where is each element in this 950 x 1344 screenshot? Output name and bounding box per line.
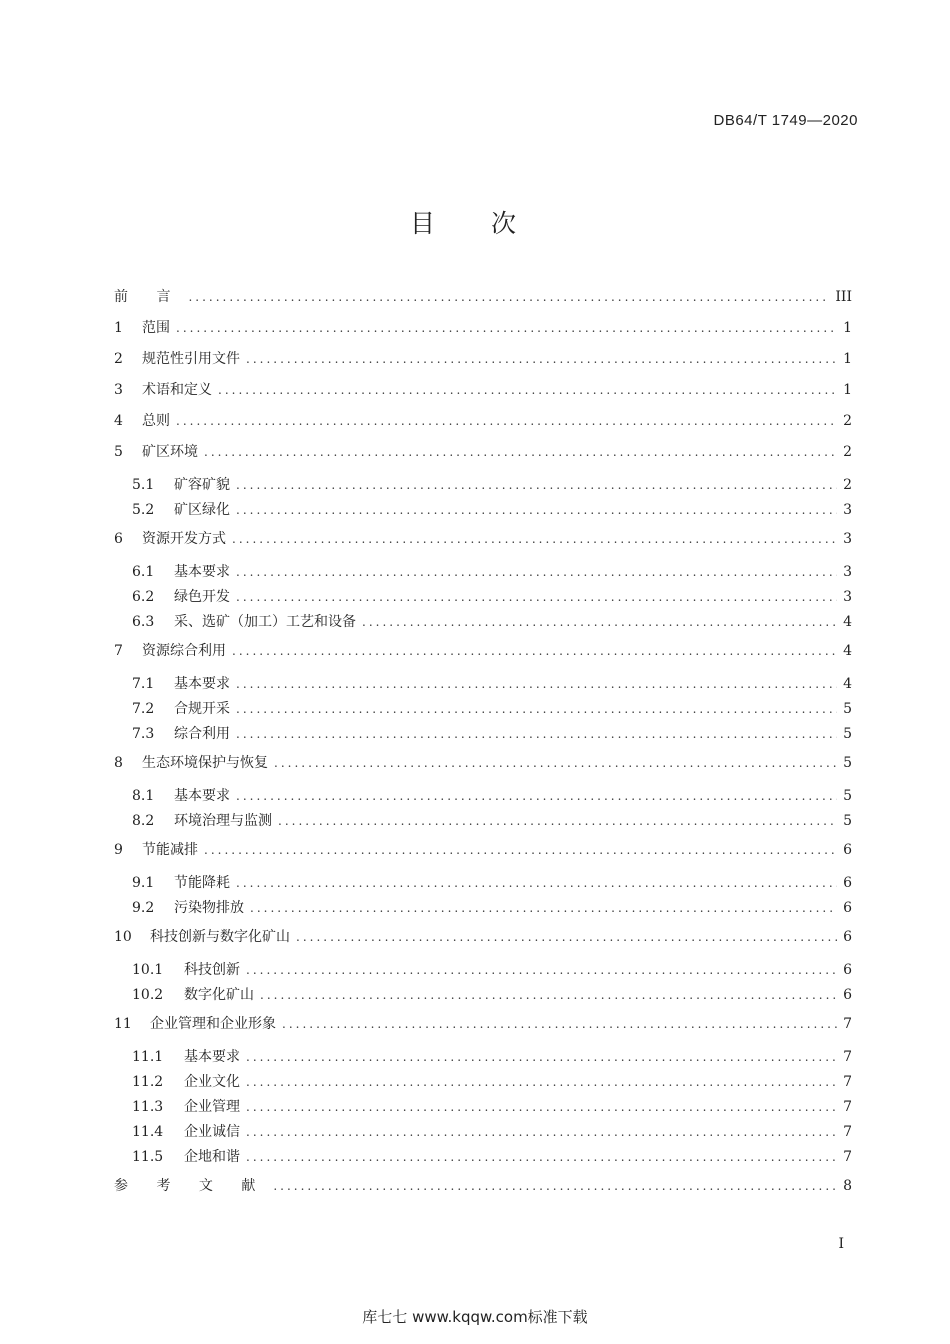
toc-page-number: 5 <box>843 813 852 829</box>
toc-entry[interactable] <box>114 750 852 781</box>
toc-subentry[interactable] <box>114 501 852 526</box>
toc-page-number: 5 <box>843 726 852 742</box>
toc-leader-dots <box>260 986 837 1004</box>
toc-leader-dots <box>282 1015 837 1033</box>
toc-label: 矿区环境 <box>142 444 198 460</box>
toc-number: 5.2 <box>132 502 155 518</box>
toc-number: 5 <box>114 444 123 460</box>
toc-leader-dots <box>236 501 837 519</box>
toc-page-number: 6 <box>843 929 852 945</box>
toc-entry[interactable] <box>114 638 852 669</box>
toc-page-number: 3 <box>843 564 852 580</box>
toc-label: 绿色开发 <box>174 589 230 605</box>
toc-number: 8.2 <box>132 813 155 829</box>
toc-page-number: 1 <box>843 320 852 336</box>
toc-leader-dots <box>246 1073 837 1091</box>
toc-number: 10.2 <box>132 987 164 1003</box>
toc-label: 采、选矿（加工）工艺和设备 <box>174 614 356 630</box>
toc-number: 10 <box>114 929 132 945</box>
toc-label: 企业文化 <box>184 1074 240 1090</box>
toc-label: 综合利用 <box>174 726 230 742</box>
toc-number: 7.1 <box>132 676 155 692</box>
toc-label: 基本要求 <box>174 788 230 804</box>
toc-label: 企业管理和企业形象 <box>150 1016 276 1032</box>
table-of-contents <box>114 284 852 1204</box>
toc-page-number: 1 <box>843 382 852 398</box>
toc-label: 资源开发方式 <box>142 531 226 547</box>
toc-page-number: 6 <box>843 962 852 978</box>
toc-leader-dots <box>188 288 829 306</box>
toc-subentry[interactable] <box>114 700 852 725</box>
toc-label: 企地和谐 <box>184 1149 240 1165</box>
toc-entry[interactable] <box>114 315 852 346</box>
toc-subentry[interactable] <box>114 476 852 501</box>
toc-entry[interactable] <box>114 439 852 470</box>
toc-number: 3 <box>114 382 123 398</box>
toc-subentry[interactable] <box>114 1148 852 1173</box>
toc-number: 9.1 <box>132 875 155 891</box>
toc-subentry[interactable] <box>114 787 852 812</box>
toc-subentry[interactable] <box>114 675 852 700</box>
toc-label: 资源综合利用 <box>142 643 226 659</box>
toc-leader-dots <box>250 899 837 917</box>
toc-label: 节能降耗 <box>174 875 230 891</box>
toc-number: 4 <box>114 413 123 429</box>
toc-subentry[interactable] <box>114 725 852 750</box>
toc-leader-dots <box>362 613 837 631</box>
toc-label: 数字化矿山 <box>184 987 254 1003</box>
toc-leader-dots <box>218 381 837 399</box>
toc-page-number: 5 <box>843 701 852 717</box>
toc-page-number: 7 <box>843 1016 852 1032</box>
toc-label: 前 言 <box>114 289 183 305</box>
toc-subentry[interactable] <box>114 812 852 837</box>
toc-page-number: 6 <box>843 987 852 1003</box>
toc-entry[interactable] <box>114 837 852 868</box>
toc-page-number: 1 <box>843 351 852 367</box>
toc-subentry[interactable] <box>114 1098 852 1123</box>
toc-number: 11 <box>114 1016 132 1032</box>
toc-leader-dots <box>236 476 837 494</box>
toc-entry[interactable] <box>114 408 852 439</box>
toc-number: 7.2 <box>132 701 155 717</box>
toc-page-number: 3 <box>843 531 852 547</box>
document-code: DB64/T 1749—2020 <box>713 112 858 129</box>
toc-page-number: 7 <box>843 1149 852 1165</box>
toc-subentry[interactable] <box>114 961 852 986</box>
toc-page-number: 6 <box>843 875 852 891</box>
toc-leader-dots <box>246 1098 837 1116</box>
toc-label: 环境治理与监测 <box>174 813 272 829</box>
toc-leader-dots <box>246 961 837 979</box>
toc-number: 1 <box>114 320 123 336</box>
toc-label: 合规开采 <box>174 701 230 717</box>
toc-page-number: 5 <box>843 788 852 804</box>
toc-number: 9 <box>114 842 123 858</box>
toc-number: 2 <box>114 351 123 367</box>
toc-leader-dots <box>246 1148 837 1166</box>
toc-entry[interactable] <box>114 377 852 408</box>
toc-page-number: 8 <box>843 1178 852 1194</box>
toc-entry[interactable] <box>114 346 852 377</box>
toc-label: 污染物排放 <box>174 900 244 916</box>
toc-label: 科技创新与数字化矿山 <box>150 929 290 945</box>
toc-label: 矿容矿貌 <box>174 477 230 493</box>
toc-page-number: 2 <box>843 444 852 460</box>
toc-page-number: 3 <box>843 502 852 518</box>
toc-leader-dots <box>236 675 837 693</box>
toc-number: 6.3 <box>132 614 155 630</box>
toc-label: 基本要求 <box>174 564 230 580</box>
toc-subentry[interactable] <box>114 588 852 613</box>
toc-leader-dots <box>236 787 837 805</box>
toc-number: 6.2 <box>132 589 155 605</box>
toc-leader-dots <box>273 1177 837 1195</box>
toc-label: 企业管理 <box>184 1099 240 1115</box>
toc-leader-dots <box>246 350 837 368</box>
page-number: I <box>838 1236 844 1252</box>
page-title: 目 次 <box>410 209 540 238</box>
toc-subentry[interactable] <box>114 1048 852 1073</box>
toc-label: 基本要求 <box>184 1049 240 1065</box>
toc-label: 总则 <box>142 413 170 429</box>
toc-entry[interactable] <box>114 284 852 315</box>
toc-number: 6.1 <box>132 564 155 580</box>
toc-leader-dots <box>236 588 837 606</box>
toc-number: 7.3 <box>132 726 155 742</box>
toc-number: 6 <box>114 531 123 547</box>
toc-page-number: 5 <box>843 755 852 771</box>
toc-label: 企业诚信 <box>184 1124 240 1140</box>
toc-number: 8 <box>114 755 123 771</box>
toc-number: 11.4 <box>132 1124 164 1140</box>
toc-subentry[interactable] <box>114 986 852 1011</box>
toc-leader-dots <box>236 725 837 743</box>
toc-label: 规范性引用文件 <box>142 351 240 367</box>
toc-number: 11.1 <box>132 1049 164 1065</box>
toc-leader-dots <box>176 319 837 337</box>
toc-page-number: 2 <box>843 477 852 493</box>
toc-page-number: 4 <box>843 676 852 692</box>
toc-page-number: 7 <box>843 1049 852 1065</box>
toc-leader-dots <box>204 443 837 461</box>
watermark-text: 库七七 www.kqqw.com标准下载 <box>362 1308 588 1326</box>
toc-subentry[interactable] <box>114 613 852 638</box>
toc-subentry[interactable] <box>114 1073 852 1098</box>
toc-page-number: 7 <box>843 1074 852 1090</box>
toc-leader-dots <box>278 812 837 830</box>
toc-number: 5.1 <box>132 477 155 493</box>
toc-number: 7 <box>114 643 123 659</box>
toc-number: 11.3 <box>132 1099 164 1115</box>
toc-label: 参 考 文 献 <box>114 1178 268 1194</box>
toc-subentry[interactable] <box>114 899 852 924</box>
toc-label: 矿区绿化 <box>174 502 230 518</box>
toc-label: 术语和定义 <box>142 382 212 398</box>
toc-leader-dots <box>236 563 837 581</box>
toc-page-number: 6 <box>843 842 852 858</box>
toc-page-number: 6 <box>843 900 852 916</box>
toc-leader-dots <box>232 530 837 548</box>
toc-entry[interactable] <box>114 924 852 955</box>
toc-number: 11.2 <box>132 1074 164 1090</box>
toc-page-number: III <box>835 289 852 305</box>
toc-number: 9.2 <box>132 900 155 916</box>
toc-leader-dots <box>274 754 837 772</box>
toc-leader-dots <box>236 874 837 892</box>
toc-subentry[interactable] <box>114 1123 852 1148</box>
toc-entry[interactable] <box>114 1173 852 1204</box>
toc-page-number: 2 <box>843 413 852 429</box>
toc-leader-dots <box>246 1123 837 1141</box>
toc-number: 8.1 <box>132 788 155 804</box>
toc-page-number: 7 <box>843 1099 852 1115</box>
toc-label: 生态环境保护与恢复 <box>142 755 268 771</box>
toc-page-number: 4 <box>843 643 852 659</box>
toc-number: 10.1 <box>132 962 164 978</box>
toc-leader-dots <box>236 700 837 718</box>
toc-page-number: 4 <box>843 614 852 630</box>
toc-leader-dots <box>296 928 837 946</box>
toc-leader-dots <box>232 642 837 660</box>
toc-page-number: 3 <box>843 589 852 605</box>
toc-label: 节能减排 <box>142 842 198 858</box>
toc-subentry[interactable] <box>114 563 852 588</box>
toc-label: 基本要求 <box>174 676 230 692</box>
toc-label: 范围 <box>142 320 170 336</box>
toc-leader-dots <box>246 1048 837 1066</box>
toc-entry[interactable] <box>114 1011 852 1042</box>
toc-leader-dots <box>204 841 837 859</box>
toc-subentry[interactable] <box>114 874 852 899</box>
toc-number: 11.5 <box>132 1149 164 1165</box>
toc-page-number: 7 <box>843 1124 852 1140</box>
toc-label: 科技创新 <box>184 962 240 978</box>
toc-entry[interactable] <box>114 526 852 557</box>
toc-leader-dots <box>176 412 837 430</box>
